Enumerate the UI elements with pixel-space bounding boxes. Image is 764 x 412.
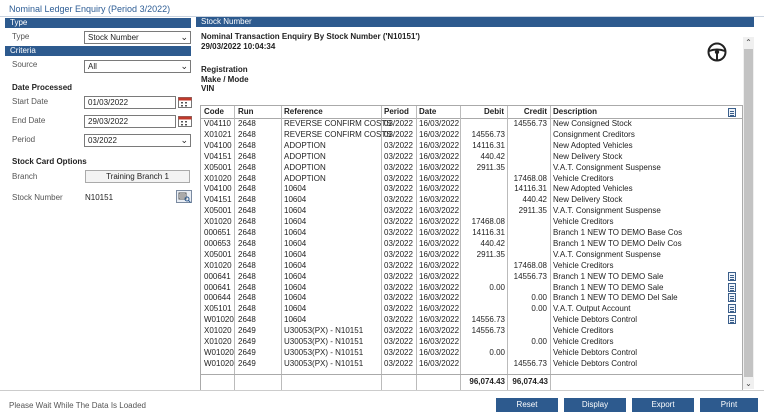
type-select[interactable] [84,31,191,44]
cell-date: 16/03/2022 [419,238,460,248]
cell-period: 03/2022 [384,238,413,248]
type-label: Type [12,32,30,41]
cell-credit: 14116.31 [514,184,547,194]
cell-run: 2649 [238,326,256,336]
cell-date: 16/03/2022 [419,162,460,172]
branch-button[interactable]: Training Branch 1 [85,170,190,183]
end-date-label: End Date [12,116,46,125]
stock-number-label: Stock Number [12,193,63,202]
cell-code: X05001 [204,206,232,216]
cell-debit: 440.42 [480,151,505,161]
cell-run: 2649 [238,358,256,368]
table-row[interactable] [201,239,742,249]
cell-period: 03/2022 [384,337,413,346]
document-icon[interactable] [728,108,736,117]
cell-description: New Delivery Stock [553,195,623,205]
cell-credit: 440.42 [522,195,547,205]
table-row[interactable] [201,348,742,358]
cell-code: X01020 [204,217,232,227]
cell-period: 03/2022 [384,260,413,270]
cell-code: 000651 [204,228,231,237]
document-icon[interactable] [728,272,736,281]
table-row[interactable] [201,261,742,271]
table-row[interactable] [201,293,742,303]
table-row[interactable] [201,272,742,282]
cell-description: Consignment Creditors [553,129,635,139]
col-period: Period [384,107,409,116]
cell-period: 03/2022 [384,195,413,205]
scroll-up-icon[interactable]: ⌃ [745,38,752,47]
cell-code: 000641 [204,282,231,292]
table-row[interactable] [201,304,742,314]
status-bar [0,390,764,412]
cell-reference: U30053(PX) - N10151 [284,347,364,357]
period-select[interactable] [84,134,191,147]
cell-date: 16/03/2022 [419,315,460,325]
cell-description: Branch 1 NEW TO DEMO Del Sale [553,293,678,303]
cell-code: X01020 [204,260,232,270]
cell-debit: 17468.08 [471,217,505,227]
cell-period: 03/2022 [384,282,413,292]
cell-period: 03/2022 [384,315,413,325]
cell-run: 2648 [238,249,256,259]
cell-run: 2648 [238,129,256,139]
cell-date: 16/03/2022 [419,228,460,237]
cell-debit: 440.42 [480,238,505,248]
table-row[interactable] [201,250,742,260]
cell-run: 2648 [238,173,256,183]
cell-description: Branch 1 NEW TO DEMO Sale [553,271,664,281]
period-select-value: 03/2022 [88,136,117,145]
cell-reference: 10604 [284,206,307,216]
col-credit: Credit [523,107,547,116]
cell-date: 16/03/2022 [419,140,460,150]
report-title-block [201,32,420,52]
cell-code: V04100 [204,140,232,150]
cell-code: 000644 [204,293,231,303]
scroll-down-icon[interactable]: ⌄ [745,379,752,388]
cell-run: 2648 [238,228,256,237]
cell-reference: U30053(PX) - N10151 [284,337,364,346]
reset-button[interactable]: Reset [496,398,558,412]
cell-debit: 2911.35 [476,249,505,259]
cell-description: New Consigned Stock [553,119,632,128]
cell-code: X05001 [204,162,232,172]
cell-credit: 14556.73 [513,271,547,281]
chevron-down-icon: ⌄ [180,135,188,145]
table-row[interactable] [201,174,742,184]
right-panel [196,17,754,389]
cell-period: 03/2022 [384,326,413,336]
cell-reference: 10604 [284,282,307,292]
cell-debit: 14556.73 [471,326,505,336]
col-reference: Reference [284,107,323,116]
vin-label: VIN [201,84,215,93]
cell-credit: 14556.73 [513,119,547,128]
cell-reference: 10604 [284,293,307,303]
cell-description: New Adopted Vehicles [553,140,633,150]
registration-label: Registration [201,65,248,74]
cell-run: 2648 [238,271,256,281]
cell-run: 2648 [238,315,256,325]
export-button[interactable]: Export [632,398,694,412]
report-date: 29/03/2022 10:04:34 [201,42,276,51]
cell-description: Vehicle Creditors [553,337,614,346]
table-row[interactable] [201,141,742,151]
col-description: Description [553,107,598,116]
cell-run: 2649 [238,347,256,357]
cell-reference: ADOPTION [284,173,326,183]
cell-date: 16/03/2022 [419,271,460,281]
cell-debit: 2911.35 [476,162,505,172]
cell-period: 03/2022 [384,129,413,139]
vehicle-info [201,65,249,94]
cell-period: 03/2022 [384,217,413,227]
cell-description: Vehicle Debtors Control [553,347,638,357]
cell-period: 03/2022 [384,184,413,194]
cell-reference: 10604 [284,271,307,281]
cell-period: 03/2022 [384,173,413,183]
cell-code: V04100 [204,184,232,194]
cell-run: 2648 [238,206,256,216]
transactions-table [200,105,743,391]
cell-credit: 2911.35 [518,206,547,216]
cell-date: 16/03/2022 [419,184,460,194]
cell-reference: 10604 [284,238,307,248]
period-label: Period [12,135,36,144]
cell-code: X05001 [204,249,232,259]
criteria-header: Criteria [5,46,191,56]
cell-date: 16/03/2022 [419,217,460,227]
cell-description: Branch 1 NEW TO DEMO Base Cos [553,228,683,237]
window-title-bar [0,0,764,17]
col-debit: Debit [484,107,504,116]
cell-description: Vehicle Creditors [553,260,614,270]
cell-description: Vehicle Debtors Control [553,358,638,368]
cell-reference: REVERSE CONFIRM COSTS [284,119,392,128]
cell-reference: 10604 [284,260,307,270]
cell-date: 16/03/2022 [419,260,460,270]
cell-period: 03/2022 [384,140,413,150]
stock-number-header: Stock Number [196,17,754,27]
cell-description: Vehicle Creditors [553,217,614,227]
document-icon[interactable] [728,304,736,313]
cell-run: 2648 [238,184,256,194]
cell-code: W01020 [204,358,234,368]
table-row[interactable] [201,184,742,194]
cell-date: 16/03/2022 [419,151,460,161]
cell-period: 03/2022 [384,347,413,357]
cell-run: 2648 [238,238,256,248]
col-date: Date [419,107,437,116]
start-date-label: Start Date [12,97,49,106]
cell-run: 2648 [238,140,256,150]
cell-run: 2649 [238,337,256,346]
source-select-value: All [88,62,97,71]
cell-period: 03/2022 [384,228,413,237]
stock-number-value: N10151 [85,193,114,202]
start-date-input[interactable]: 01/03/2022 [84,96,176,109]
branch-label: Branch [12,172,38,181]
calendar-icon[interactable] [178,116,192,127]
document-icon[interactable] [728,315,736,324]
cell-description: Vehicle Debtors Control [553,315,638,325]
cell-run: 2648 [238,217,256,227]
cell-code: V04151 [204,195,232,205]
cell-period: 03/2022 [384,293,413,303]
cell-description: Vehicle Creditors [553,173,614,183]
cell-date: 16/03/2022 [419,119,460,128]
total-debit: 96,074.43 [469,377,505,386]
table-row[interactable] [201,195,742,205]
table-row[interactable] [201,326,742,336]
table-row[interactable] [201,283,742,293]
cell-period: 03/2022 [384,206,413,216]
type-select-value: Stock Number [88,33,139,42]
cell-date: 16/03/2022 [419,129,460,139]
cell-description: V.A.T. Consignment Suspense [553,162,661,172]
cell-credit: 14556.73 [513,358,547,368]
display-button[interactable]: Display [564,398,626,412]
cell-code: X05101 [204,304,232,314]
cell-reference: 10604 [284,228,307,237]
stock-card-options-heading: Stock Card Options [12,157,87,166]
cell-reference: 10604 [284,249,307,259]
cell-run: 2648 [238,162,256,172]
cell-credit: 17468.08 [513,173,547,183]
cell-run: 2648 [238,260,256,270]
lookup-icon[interactable] [176,190,192,203]
cell-code: X01020 [204,337,232,346]
cell-description: Branch 1 NEW TO DEMO Sale [553,282,664,292]
cell-run: 2648 [238,119,256,128]
cell-period: 03/2022 [384,119,413,128]
cell-code: V04151 [204,151,232,161]
cell-reference: REVERSE CONFIRM COSTS [284,129,392,139]
type-header: Type [5,18,191,28]
cell-date: 16/03/2022 [419,293,460,303]
cell-period: 03/2022 [384,358,413,368]
end-date-input[interactable]: 29/03/2022 [84,115,176,128]
cell-code: X01021 [204,129,232,139]
cell-debit: 0.00 [489,282,505,292]
cell-date: 16/03/2022 [419,347,460,357]
cell-date: 16/03/2022 [419,304,460,314]
cell-period: 03/2022 [384,304,413,314]
cell-run: 2648 [238,304,256,314]
left-panel [5,17,191,389]
total-credit: 96,074.43 [512,377,548,386]
document-icon[interactable] [728,293,736,302]
source-label: Source [12,60,38,69]
cell-date: 16/03/2022 [419,195,460,205]
cell-reference: U30053(PX) - N10151 [284,326,364,336]
chevron-down-icon: ⌄ [180,61,188,71]
totals-divider [201,374,742,375]
cell-date: 16/03/2022 [419,282,460,292]
cell-reference: ADOPTION [284,151,326,161]
status-message: Please Wait While The Data Is Loaded [9,401,146,410]
document-icon[interactable] [728,283,736,292]
cell-debit: 14556.73 [471,129,505,139]
print-button[interactable]: Print [700,398,758,412]
cell-period: 03/2022 [384,151,413,161]
cell-date: 16/03/2022 [419,173,460,183]
scrollbar-thumb[interactable] [744,49,753,377]
cell-code: X01020 [204,173,232,183]
table-row[interactable] [201,206,742,216]
cell-run: 2648 [238,195,256,205]
chevron-down-icon: ⌄ [180,32,188,42]
cell-credit: 0.00 [531,293,547,303]
cell-reference: 10604 [284,217,307,227]
table-row[interactable] [201,163,742,173]
cell-period: 03/2022 [384,249,413,259]
cell-description: New Adopted Vehicles [553,184,633,194]
cell-code: 000641 [204,271,231,281]
cell-description: V.A.T. Consignment Suspense [553,249,661,259]
table-row[interactable] [201,152,742,162]
table-row[interactable] [201,228,742,238]
table-row[interactable] [201,217,742,227]
cell-description: V.A.T. Output Account [553,304,631,314]
cell-description: Branch 1 NEW TO DEMO Deliv Cos [553,238,682,248]
cell-credit: 0.00 [531,304,547,314]
report-title: Nominal Transaction Enquiry By Stock Number ('N10151') [201,32,420,41]
cell-code: W01020 [204,347,234,357]
cell-credit: 0.00 [531,337,547,346]
calendar-icon[interactable] [178,97,192,108]
cell-code: 000653 [204,238,231,248]
table-row[interactable] [201,359,742,369]
cell-code: V04110 [204,119,231,128]
cell-reference: 10604 [284,304,307,314]
cell-debit: 14116.31 [472,140,505,150]
cell-code: X01020 [204,326,232,336]
cell-code: W01020 [204,315,234,325]
table-row[interactable] [201,337,742,347]
cell-reference: ADOPTION [284,162,326,172]
cell-date: 16/03/2022 [419,326,460,336]
window-title: Nominal Ledger Enquiry (Period 3/2022) [9,4,171,14]
cell-reference: 10604 [284,195,307,205]
table-row[interactable] [201,119,742,129]
cell-date: 16/03/2022 [419,206,460,216]
cell-reference: 10604 [284,184,307,194]
cell-debit: 14556.73 [471,315,505,325]
cell-date: 16/03/2022 [419,249,460,259]
cell-credit: 17468.08 [513,260,547,270]
cell-run: 2648 [238,282,256,292]
cell-debit: 14116.31 [472,228,505,237]
cell-date: 16/03/2022 [419,337,460,346]
make-mode-label: Make / Mode [201,74,249,84]
cell-reference: ADOPTION [284,140,326,150]
cell-description: V.A.T. Consignment Suspense [553,206,661,216]
table-row[interactable] [201,315,742,325]
col-run: Run [238,107,254,116]
cell-run: 2648 [238,293,256,303]
cell-period: 03/2022 [384,271,413,281]
cell-debit: 0.00 [489,347,505,357]
date-processed-heading: Date Processed [12,83,73,92]
source-select[interactable] [84,60,191,73]
cell-run: 2648 [238,151,256,161]
cell-description: New Delivery Stock [553,151,623,161]
cell-description: Vehicle Creditors [553,326,614,336]
cell-date: 16/03/2022 [419,358,460,368]
table-row[interactable] [201,130,742,140]
cell-reference: U30053(PX) - N10151 [284,358,364,368]
col-code: Code [204,107,224,116]
steering-wheel-icon [707,42,727,62]
cell-period: 03/2022 [384,162,413,172]
vertical-scrollbar[interactable] [743,37,754,389]
cell-reference: 10604 [284,315,307,325]
